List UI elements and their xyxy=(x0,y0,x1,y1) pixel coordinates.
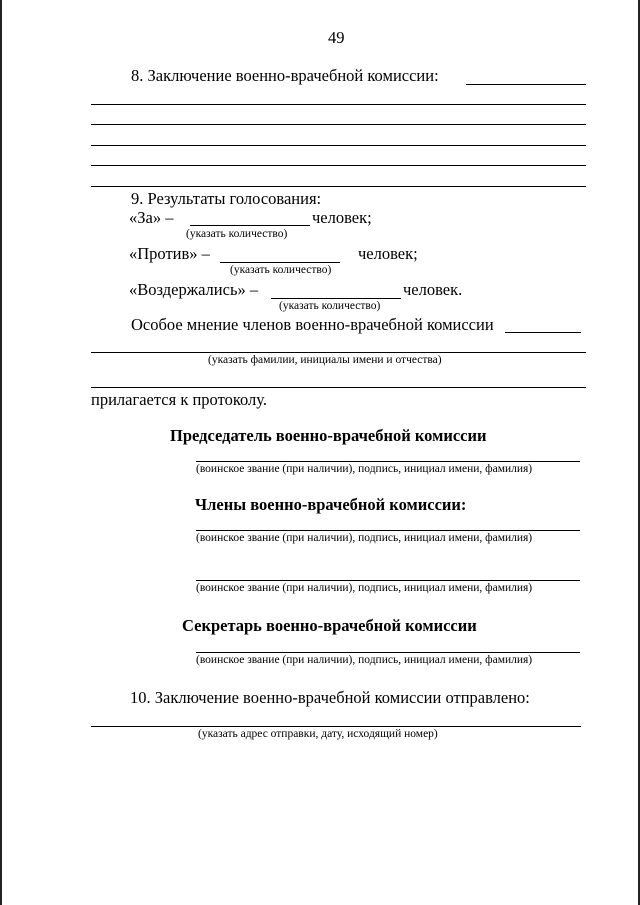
special-opinion-line-2[interactable] xyxy=(91,387,586,388)
section-8-line-4[interactable] xyxy=(91,165,586,166)
vote-for-count-line[interactable] xyxy=(190,225,310,226)
vote-abstain-persons: человек. xyxy=(403,280,463,299)
member-1-signature-line[interactable] xyxy=(196,530,580,531)
section-10-title: 10. Заключение военно-врачебной комиссии отправлено: xyxy=(130,688,530,707)
attached-note: прилагается к протоколу. xyxy=(91,390,267,409)
secretary-title: Секретарь военно-врачебной комиссии xyxy=(182,616,477,635)
chairman-signature-line[interactable] xyxy=(196,461,580,462)
member-2-signature-line[interactable] xyxy=(196,580,580,581)
chairman-title: Председатель военно-врачебной комиссии xyxy=(170,426,487,445)
page-number: 49 xyxy=(328,28,345,47)
page-edge-left xyxy=(0,0,2,905)
section-8-line-1[interactable] xyxy=(91,104,586,105)
section-10-line[interactable] xyxy=(91,726,581,727)
vote-for-hint: (указать количество) xyxy=(186,228,288,240)
secretary-signature-line[interactable] xyxy=(196,652,580,653)
member-2-hint: (воинское звание (при наличии), подпись, инициал имени, фамилия) xyxy=(196,582,533,594)
chairman-hint: (воинское звание (при наличии), подпись, инициал имени, фамилия) xyxy=(196,463,533,475)
vote-against-persons: человек; xyxy=(358,244,418,263)
vote-abstain-label: «Воздержались» – xyxy=(129,280,259,299)
vote-against-hint: (указать количество) xyxy=(230,264,332,276)
vote-for-label: «За» – xyxy=(129,208,174,227)
section-8-line-2[interactable] xyxy=(91,124,586,125)
vote-against-label: «Против» – xyxy=(129,244,210,263)
member-1-hint: (воинское звание (при наличии), подпись, инициал имени, фамилия) xyxy=(196,532,533,544)
secretary-hint: (воинское звание (при наличии), подпись, инициал имени, фамилия) xyxy=(196,654,533,666)
section-8-line-5[interactable] xyxy=(91,186,586,187)
section-8-answer-line[interactable] xyxy=(466,84,586,85)
special-opinion-names-hint: (указать фамилии, инициалы имени и отчества) xyxy=(208,354,442,366)
special-opinion-names-line[interactable] xyxy=(91,352,586,353)
special-opinion-line[interactable] xyxy=(505,332,581,333)
members-title: Члены военно-врачебной комиссии: xyxy=(195,495,467,514)
section-10-hint: (указать адрес отправки, дату, исходящий номер) xyxy=(198,728,438,740)
section-8-title: 8. Заключение военно-врачебной комиссии: xyxy=(131,66,439,85)
section-9-title: 9. Результаты голосования: xyxy=(131,189,322,208)
section-8-line-3[interactable] xyxy=(91,145,586,146)
vote-against-count-line[interactable] xyxy=(220,262,340,263)
vote-abstain-hint: (указать количество) xyxy=(279,300,381,312)
special-opinion-label: Особое мнение членов военно-врачебной комиссии xyxy=(131,315,494,334)
vote-for-persons: человек; xyxy=(312,208,372,227)
vote-abstain-count-line[interactable] xyxy=(271,298,401,299)
